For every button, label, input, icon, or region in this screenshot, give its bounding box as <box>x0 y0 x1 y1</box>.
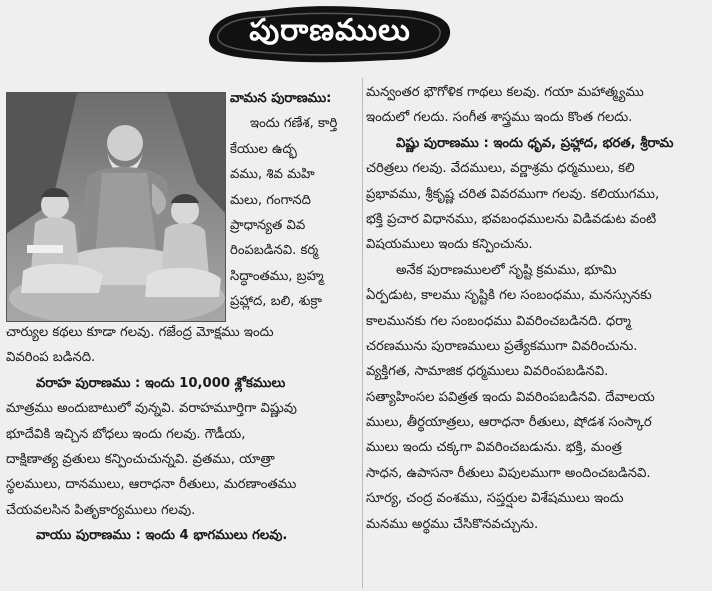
text-line: చరణమును పురాణములు ప్రత్యేకముగా వివరించును. <box>366 338 638 354</box>
text-line: చార్యుల కథలు కూడా గలవు. గజేంద్ర మోక్షము ఇందు <box>6 325 274 340</box>
text-line: కాలమునకు గల సంబంధము వివరించబడినది. ధర్మా <box>366 313 631 329</box>
varaha-purana-heading: వరాహ పురాణము : ఇందు 10,000 శ్లోకములు <box>36 375 286 391</box>
page-title: పురాణములు <box>249 13 411 48</box>
text-line: విషయములు ఇందు కన్పించును. <box>366 237 533 253</box>
text-line: మన్వంతర భౌగోళిక గాథలు కలవు. గయా మహాత్మ్యము <box>366 85 644 100</box>
sages-illustration <box>6 92 226 322</box>
text-line: మనము అర్థము చేసికొనవచ్చును. <box>366 516 539 532</box>
text-line: ఇందులో గలదు. సంగీత శాస్త్రము ఇందు కొంత గలదు. <box>366 110 633 126</box>
text-line: ములు ఇందు చక్కగా వివరించబడును. భక్తి, మంత్ర <box>366 440 622 456</box>
text-line: భక్తి ప్రచార విధానము, భవబంధములను విడివడుట వంటి <box>366 211 657 227</box>
text-line: రింపబడినవి. కర్మ <box>230 243 319 259</box>
vishnu-purana-heading: విష్ణు పురాణము : ఇందు ధృవ, ప్రహ్లాద, భరత, శ్రీరామ <box>396 135 674 151</box>
text-line: చేయవలసిన పితృకార్యములు గలవు. <box>6 502 196 518</box>
title-banner <box>200 4 460 64</box>
right-column-body <box>366 80 708 537</box>
text-line: సాధన, ఉపాసనా రీతులు విపులముగా అందించబడినవి. <box>366 465 651 481</box>
left-column-body <box>6 320 362 549</box>
text-line: భూదేవికి ఇచ్చిన బోధలు ఇందు గలవు. గౌడీయ, <box>6 426 246 442</box>
text-line: చరిత్రలు గలవు. వేదములు, వర్ణాశ్రమ ధర్మములు, కలి <box>366 161 635 177</box>
text-line: వామన పురాణము: <box>230 91 332 106</box>
sages-illustration-art <box>7 93 225 321</box>
text-line: ప్రాధాన్యత వివ <box>230 217 306 233</box>
text-line: మలు, గంగానది <box>230 192 311 208</box>
text-line: సిద్ధాంతము, బ్రహ్మ <box>230 268 324 284</box>
text-line: దాక్షిణాత్య వ్రతులు కన్పించుచున్నవి. వ్రతము, యాత్రా <box>6 451 275 467</box>
text-line: సూర్య, చంద్ర వంశము, సప్తర్షుల విశేషములు ఇందు <box>366 491 624 507</box>
text-line: సత్యాహింసల పవిత్రత ఇందు వివరింపబడినవి. దేవాలయ <box>366 389 655 405</box>
vamana-purana-column <box>230 86 360 315</box>
vayu-purana-heading: వాయు పురాణము : ఇందు 4 భాగములు గలవు. <box>36 528 288 544</box>
text-line: ఇందు గణేశ, కార్తి <box>250 116 338 132</box>
text-line: ములు, తీర్థయాత్రలు, ఆరాధనా రీతులు, షోడశ సంస్కార <box>366 415 652 431</box>
text-line: అనేక పురాణములలో సృష్టి క్రమము, భూమి <box>396 262 617 278</box>
text-line: ప్రహ్లాద, బలి, శుక్రా <box>230 294 322 310</box>
text-line: ఏర్పడుట, కాలము సృష్టికి గల సంబంధము, మనస్సునకు <box>366 288 652 304</box>
text-line: వము, శివ మహి <box>230 167 315 183</box>
text-line: వ్యక్తిగత, సామాజిక ధర్మములు వివరింపబడినవి. <box>366 364 609 380</box>
text-line: ప్రభావము, శ్రీకృష్ణ చరిత వివరముగా గలవు. కలియుగము, <box>366 186 660 202</box>
column-divider <box>362 78 363 588</box>
text-line: వివరింప బడినది. <box>6 350 96 366</box>
text-line: కేయుల ఉద్భ <box>230 141 297 157</box>
text-line: మాత్రము అందుబాటులో వున్నవి. వరాహమూర్తిగా విష్ణువు <box>6 401 297 417</box>
text-line: స్థలములు, దానములు, ఆరాధనా రీతులు, మరణాంతము <box>6 477 297 493</box>
